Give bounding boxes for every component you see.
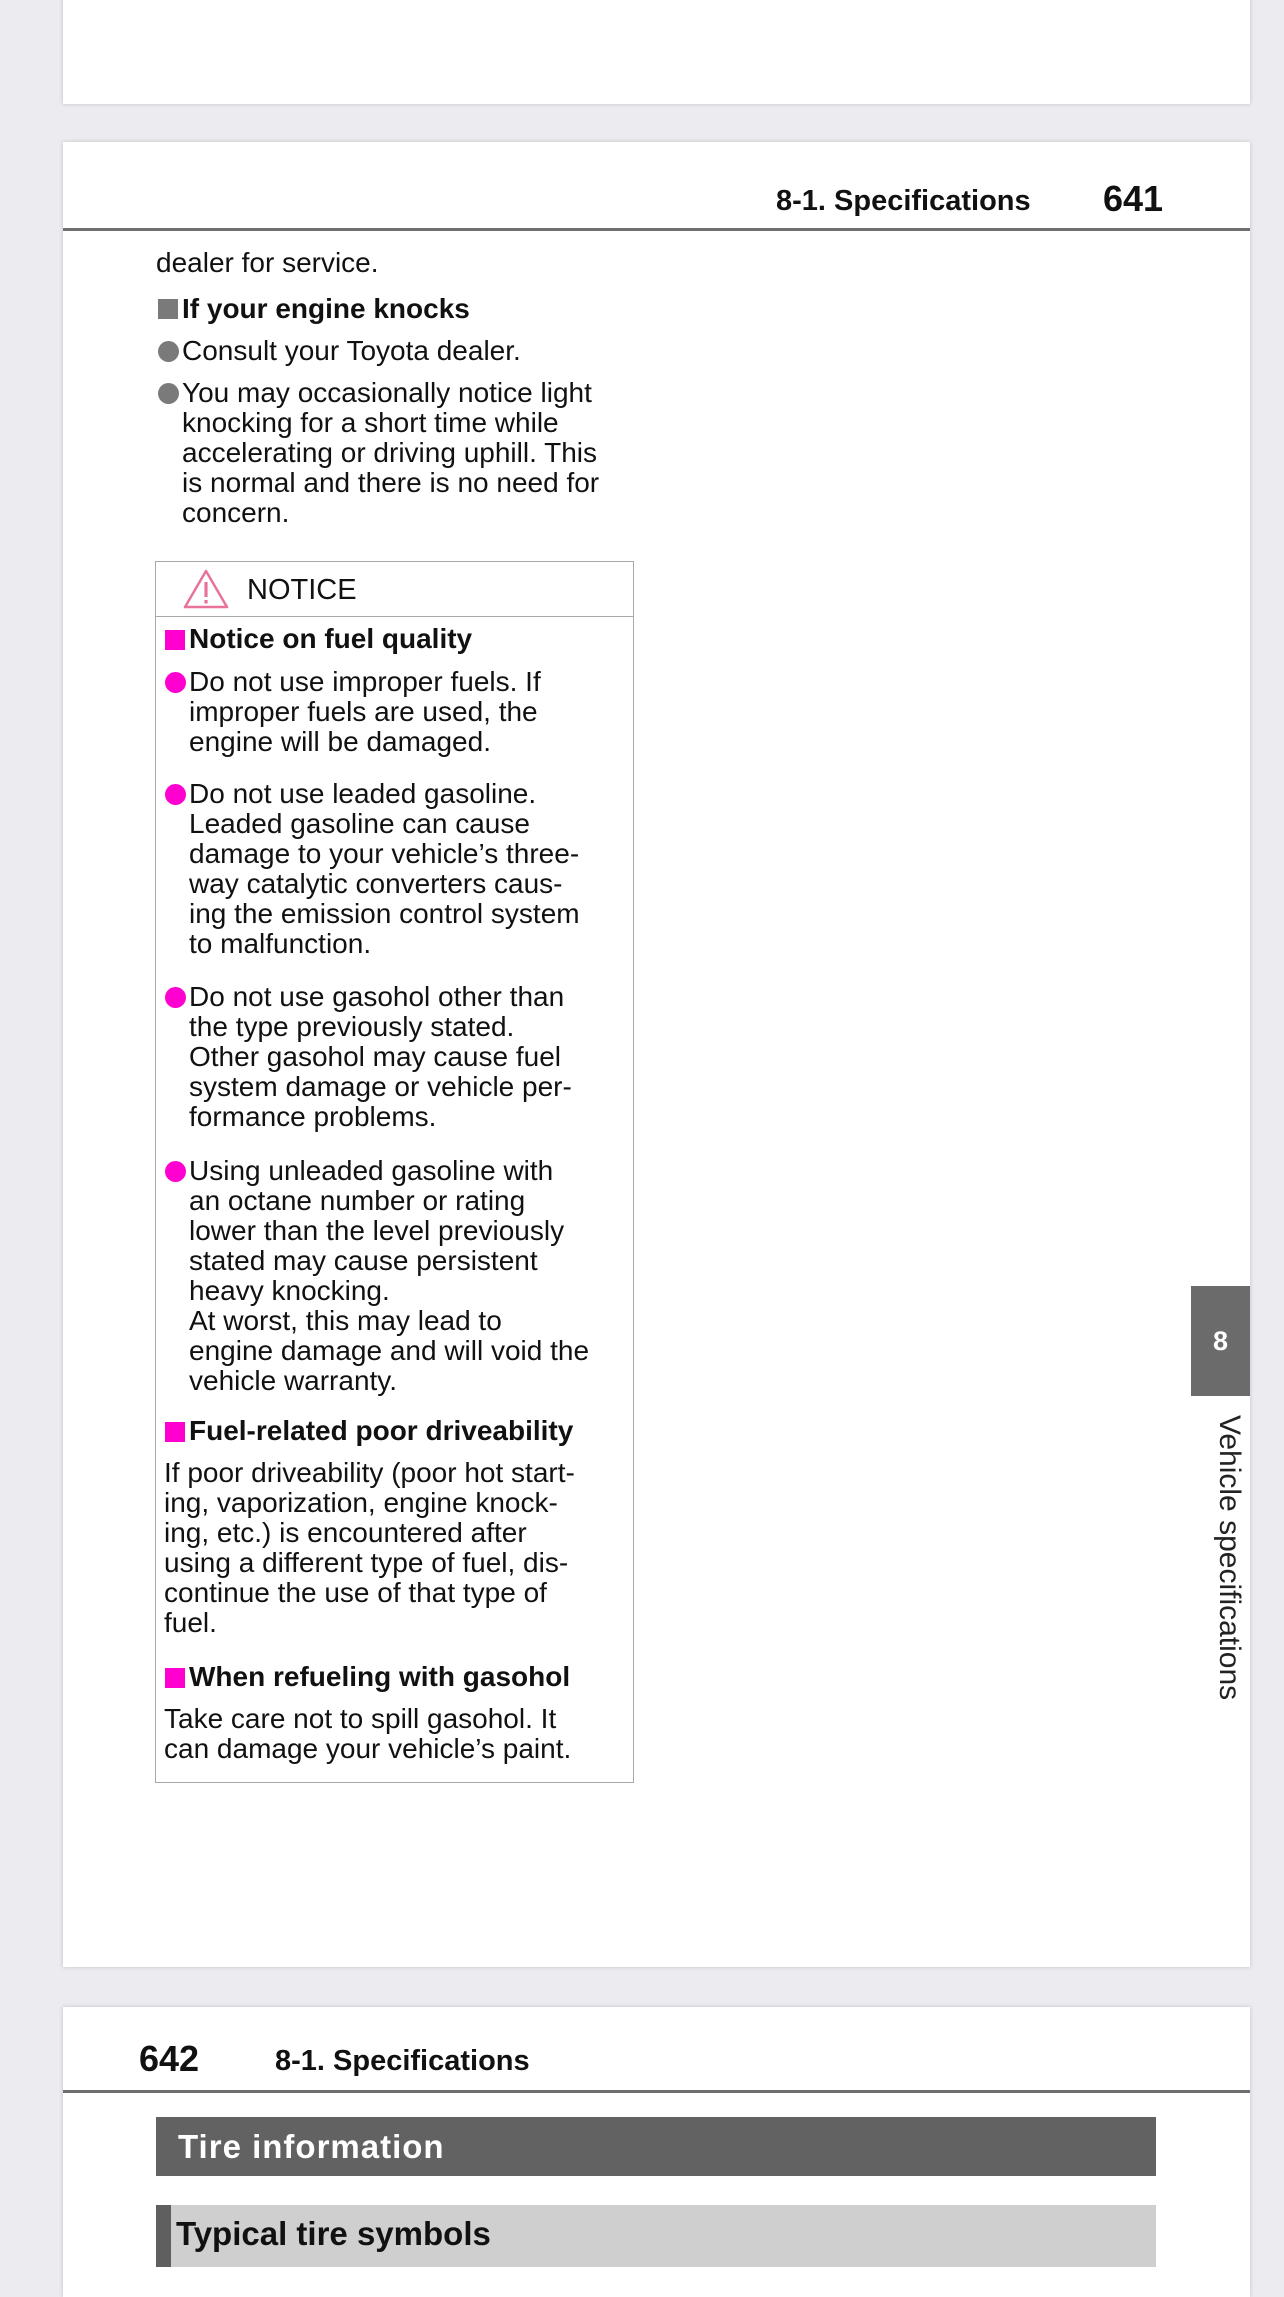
driveability-paragraph [164, 1458, 575, 1638]
text-line: using a different type of fuel, dis- [164, 1547, 569, 1578]
page-641 [63, 142, 1250, 1967]
text-line: You may occasionally notice light [182, 377, 592, 408]
text-line: heavy knocking. [189, 1275, 390, 1306]
fuel-quality-bullet-2 [189, 779, 580, 959]
chapter-label: Vehicle specifications [1213, 1415, 1246, 1701]
text-line: accelerating or driving uphill. This [182, 437, 598, 468]
subsection-title-bar: Typical tire symbols [156, 2205, 1156, 2267]
page-number: 642 [139, 2038, 200, 2079]
text-line: engine will be damaged. [189, 726, 491, 757]
text-line: engine damage and will void the [189, 1335, 590, 1366]
text-line: At worst, this may lead to [189, 1305, 502, 1336]
text-line: concern. [182, 497, 290, 528]
text-line: Do not use leaded gasoline. [189, 778, 537, 809]
text-line: Other gasohol may cause fuel [189, 1041, 561, 1072]
running-title: 8-1. Specifications [776, 185, 1031, 217]
header-rule [63, 2090, 1250, 2093]
text-line: the type previously stated. [189, 1011, 515, 1042]
text-line: Leaded gasoline can cause [189, 808, 530, 839]
text-line: formance problems. [189, 1101, 437, 1132]
text-line: can damage your vehicle’s paint. [164, 1733, 572, 1764]
text-line: If poor driveability (poor hot start- [164, 1457, 575, 1488]
text-line: continue the use of that type of [164, 1577, 547, 1608]
engine-knocks-bullet-2 [182, 378, 599, 528]
text-line: to malfunction. [189, 928, 372, 959]
warning-triangle-icon [182, 568, 230, 610]
gasohol-paragraph [164, 1704, 571, 1764]
text-line: system damage or vehicle per- [189, 1071, 572, 1102]
text-line: Do not use improper fuels. If [189, 666, 541, 697]
gasohol-heading: When refueling with gasohol [189, 1661, 571, 1692]
text-line: Using unleaded gasoline with [189, 1155, 554, 1186]
fuel-quality-heading: Notice on fuel quality [189, 623, 473, 654]
engine-knocks-heading: If your engine knocks [182, 293, 470, 324]
gray-square-bullet [158, 299, 178, 319]
magenta-square-bullet [165, 1422, 185, 1442]
text-line: Do not use gasohol other than [189, 981, 565, 1012]
text-line: fuel. [164, 1607, 217, 1638]
magenta-dot-bullet [165, 1161, 186, 1182]
notice-header [156, 562, 633, 617]
page-number: 641 [1103, 178, 1164, 219]
text-line: knocking for a short time while [182, 407, 559, 438]
page-642 [63, 2007, 1250, 2297]
text-line: damage to your vehicle’s three- [189, 838, 580, 869]
text-line: vehicle warranty. [189, 1365, 398, 1396]
fuel-quality-bullet-1 [189, 667, 541, 757]
chapter-number: 8 [1212, 1325, 1229, 1356]
magenta-square-bullet [165, 630, 185, 650]
running-title: 8-1. Specifications [275, 2045, 530, 2077]
driveability-heading: Fuel-related poor driveability [189, 1415, 574, 1446]
text-line: ing the emission control system [189, 898, 580, 929]
text-line: an octane number or rating [189, 1185, 526, 1216]
notice-box [155, 561, 634, 1783]
notice-label: NOTICE [247, 574, 357, 606]
text-line: ing, etc.) is encountered after [164, 1517, 527, 1548]
gray-dot-bullet [158, 383, 179, 404]
magenta-dot-bullet [165, 672, 186, 693]
engine-knocks-bullet-1: Consult your Toyota dealer. [182, 335, 521, 366]
text-line: way catalytic converters caus- [189, 868, 563, 899]
magenta-dot-bullet [165, 987, 186, 1008]
gray-dot-bullet [158, 341, 179, 362]
text-line: stated may cause persistent [189, 1245, 538, 1276]
magenta-square-bullet [165, 1668, 185, 1688]
fuel-quality-bullet-4 [189, 1156, 589, 1396]
text-line: ing, vaporization, engine knock- [164, 1487, 558, 1518]
text-line: is normal and there is no need for [182, 467, 600, 498]
previous-page [63, 0, 1250, 104]
text-line: Take care not to spill gasohol. It [164, 1703, 557, 1734]
text-line: lower than the level previously [189, 1215, 565, 1246]
magenta-dot-bullet [165, 784, 186, 805]
header-rule [63, 228, 1250, 231]
fuel-quality-bullet-3 [189, 982, 572, 1132]
intro-line: dealer for service. [156, 247, 379, 278]
chapter-tab[interactable] [1191, 1286, 1250, 1396]
section-title-bar: Tire information [156, 2117, 1156, 2176]
text-line: improper fuels are used, the [189, 696, 538, 727]
